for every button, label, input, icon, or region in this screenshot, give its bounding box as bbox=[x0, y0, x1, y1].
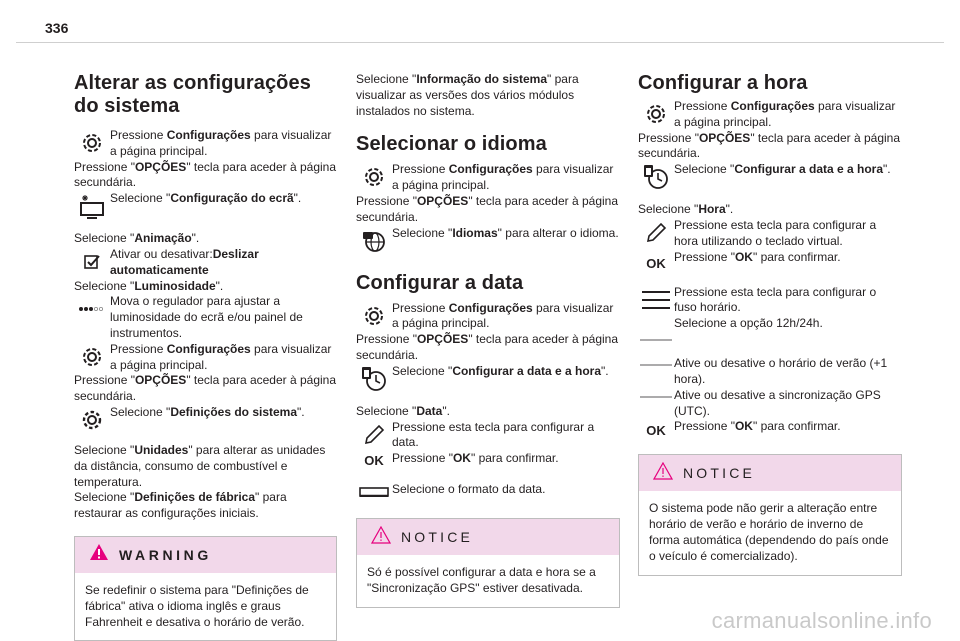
step-text: Selecione "Definições de fábrica" para restaurar as configurações iniciais. bbox=[74, 490, 287, 521]
step-text: Selecione "Animação". bbox=[74, 231, 200, 246]
step-text: Selecione "Configuração do ecrã". bbox=[110, 191, 302, 206]
notice-text: O sistema pode não gerir a alteração entre horário de verão e horário de inverno de forma automática (dependendo do país onde o veículo é comercializado). bbox=[649, 501, 889, 563]
pencil-icon bbox=[638, 218, 674, 248]
section-heading-time: Configurar a hora bbox=[638, 72, 808, 94]
step-text: Selecione "Idiomas" para alterar o idioma. bbox=[392, 225, 619, 240]
step-edit-date bbox=[356, 420, 620, 452]
step-text: Ative ou desative a sincronização GPS (UTC). bbox=[674, 387, 881, 418]
step-text: Pressione esta tecla para configurar a hora utilizando o teclado virtual. bbox=[674, 217, 877, 248]
notice-header bbox=[357, 519, 619, 555]
notice-triangle-icon bbox=[653, 462, 673, 485]
warning-header bbox=[75, 537, 336, 573]
step-animation-toggle bbox=[74, 247, 337, 279]
step-text: Selecione "Luminosidade". bbox=[74, 278, 224, 293]
checkbox-icon bbox=[74, 247, 110, 277]
step-gps-sync bbox=[638, 388, 902, 420]
step-text: Selecione "Hora". bbox=[638, 202, 734, 217]
step-text: Selecione "Configurar a data e a hora". bbox=[392, 363, 609, 378]
notice-text: Só é possível configurar a data e hora se a "Sincronização GPS" estiver desativada. bbox=[367, 565, 596, 595]
settings-gear-icon bbox=[356, 162, 392, 192]
step-text: Pressione "OK" para confirmar. bbox=[674, 419, 841, 434]
column-language-date bbox=[356, 72, 620, 608]
step-text: Pressione "OPÇÕES" tecla para aceder à página secundária. bbox=[356, 332, 619, 362]
system-gears-icon bbox=[74, 405, 110, 435]
notice-header bbox=[639, 455, 901, 491]
step-text: Selecione "Configurar a data e a hora". bbox=[674, 162, 891, 177]
step-text: Mova o regulador para ajustar a luminosidade do ecrã e/ou painel de instrumentos. bbox=[110, 294, 303, 340]
section-heading-language: Selecionar o idioma bbox=[356, 133, 547, 156]
warning-text: Se redefinir o sistema para "Definições de fábrica" ativa o idioma inglês e graus Fahrenheit e desativa o horário de verão. bbox=[85, 582, 309, 629]
step-text: Pressione "OPÇÕES" tecla para aceder à página secundária. bbox=[74, 159, 337, 190]
notice-box bbox=[638, 454, 902, 575]
language-globe-icon bbox=[356, 226, 392, 256]
ok-icon: OK bbox=[646, 255, 666, 271]
notice-box bbox=[356, 518, 620, 608]
step-text: Pressione "OPÇÕES" tecla para aceder à página secundária. bbox=[356, 193, 619, 224]
step-confirm bbox=[638, 419, 902, 438]
settings-gear-icon bbox=[74, 342, 110, 372]
step-date-format bbox=[356, 482, 620, 502]
menu-lines-icon bbox=[638, 285, 674, 315]
warning-box bbox=[74, 536, 337, 641]
notice-title: NOTICE bbox=[683, 465, 756, 482]
step-text: Selecione a opção 12h/24h. bbox=[674, 316, 823, 331]
step-text: Pressione "OK" para confirmar. bbox=[674, 249, 841, 264]
step-brightness-slider bbox=[74, 294, 337, 341]
step-settings bbox=[74, 342, 337, 374]
step-text: Pressione "OPÇÕES" tecla para aceder à página secundária. bbox=[74, 373, 337, 404]
step-text: Selecione "Unidades" para alterar as unidades da distância, consumo de combustível e temperatura. bbox=[74, 442, 326, 489]
notice-body bbox=[357, 555, 619, 607]
step-confirm bbox=[638, 250, 902, 271]
step-text: Ativar ou desativar:Deslizar automaticamente bbox=[110, 246, 259, 277]
column-system-settings bbox=[74, 72, 337, 641]
warning-body bbox=[75, 573, 336, 640]
page-number: 336 bbox=[45, 20, 69, 36]
format-bar-icon bbox=[356, 482, 392, 502]
step-text: Pressione "OK" para confirmar. bbox=[392, 451, 559, 466]
step-text: Pressione esta tecla para configurar o fuso horário. bbox=[674, 284, 877, 315]
step-text: Selecione "Definições do sistema". bbox=[110, 404, 305, 419]
step-text: Pressione Configurações para visualizar a página principal. bbox=[110, 341, 332, 372]
settings-gear-icon bbox=[356, 301, 392, 331]
step-date-time bbox=[356, 364, 620, 394]
step-text: Pressione esta tecla para configurar a data. bbox=[392, 419, 595, 450]
step-confirm bbox=[356, 451, 620, 468]
calendar-clock-icon bbox=[356, 364, 392, 394]
settings-gear-icon bbox=[74, 128, 110, 158]
calendar-clock-icon bbox=[638, 162, 674, 192]
notice-triangle-icon bbox=[371, 526, 391, 549]
step-timezone bbox=[638, 285, 902, 317]
step-edit-time bbox=[638, 218, 902, 250]
column-time bbox=[638, 72, 902, 576]
step-screen-config bbox=[74, 191, 337, 221]
section-heading-system: Alterar as configurações do sistema bbox=[74, 72, 311, 117]
step-system-definitions bbox=[74, 405, 337, 435]
step-settings bbox=[356, 162, 620, 194]
step-languages bbox=[356, 226, 620, 256]
header-divider bbox=[16, 42, 944, 43]
warning-title: WARNING bbox=[119, 546, 212, 563]
screen-brightness-icon bbox=[74, 191, 110, 221]
step-settings bbox=[356, 301, 620, 333]
step-text: Pressione Configurações para visualizar a página principal. bbox=[392, 162, 614, 193]
step-text: Selecione "Data". bbox=[356, 403, 450, 418]
step-text: Pressione Configurações para visualizar a página principal. bbox=[674, 99, 896, 129]
section-heading-date: Configurar a data bbox=[356, 271, 524, 294]
toggle-line-icon bbox=[638, 316, 674, 342]
notice-body bbox=[639, 491, 901, 574]
ok-icon: OK bbox=[646, 423, 666, 439]
watermark: carmanualsonline.info bbox=[711, 608, 932, 633]
step-date-time bbox=[638, 162, 902, 192]
toggle-line-icon bbox=[638, 388, 674, 406]
step-settings bbox=[74, 128, 337, 160]
step-text: Pressione "OPÇÕES" tecla para aceder à página secundária. bbox=[638, 130, 901, 161]
step-text: Selecione o formato da data. bbox=[392, 482, 546, 497]
pencil-icon bbox=[356, 420, 392, 450]
ok-icon: OK bbox=[364, 453, 384, 469]
warning-triangle-icon bbox=[89, 543, 109, 566]
slider-dots-icon bbox=[74, 294, 110, 324]
step-daylight-saving bbox=[638, 356, 902, 388]
step-text: Selecione "Informação do sistema" para visualizar as versões dos vários módulos instalados no sistema. bbox=[356, 72, 579, 118]
step-text: Pressione Configurações para visualizar a página principal. bbox=[110, 128, 332, 158]
step-text: Ative ou desative o horário de verão (+1 hora). bbox=[674, 356, 888, 386]
settings-gear-icon bbox=[638, 99, 674, 129]
step-12-24h bbox=[638, 316, 902, 342]
toggle-line-icon bbox=[638, 356, 674, 374]
notice-title: NOTICE bbox=[401, 529, 474, 546]
step-text: Pressione Configurações para visualizar a página principal. bbox=[392, 300, 614, 331]
step-settings bbox=[638, 99, 902, 131]
